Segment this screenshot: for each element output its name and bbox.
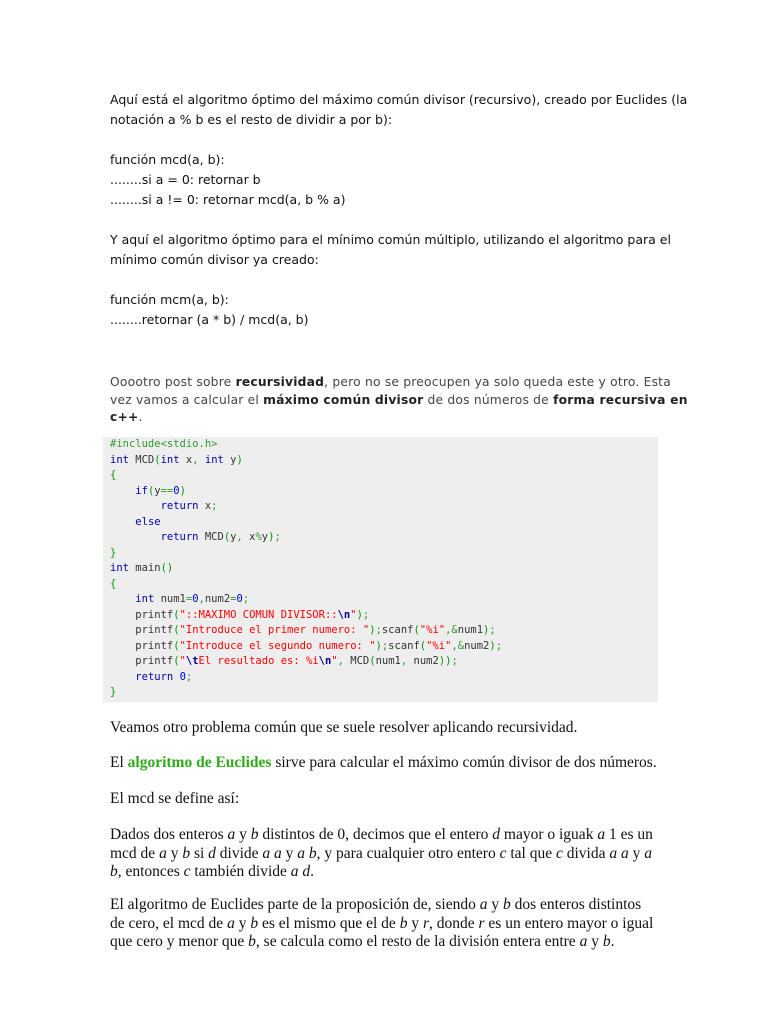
serif-text: El [110,754,128,771]
code-line: printf("Introduce el segundo numero: ");scanf("%i",&num2); [110,639,503,652]
serif-line: b, entonces c también divide a d. [110,863,315,880]
code-line: return x; [160,500,218,512]
intro-paragraph [110,90,688,130]
post-bold-cpp: c++ [110,410,139,424]
mcm-intro-line-1: Y aquí el algoritmo óptimo para el mínimo común múltiplo, utilizando el algoritmo para el [110,232,671,247]
code-line: if(y==0) [135,484,186,497]
post-text: . [138,410,143,424]
post-line-2 [110,392,688,410]
code-line: { [110,577,117,590]
post-text: de dos números de [423,392,554,407]
intro-line-1: Aquí está el algoritmo óptimo del máximo común divisor (recursivo), creado por Euclides (la [110,92,688,107]
serif-paragraph-3 [110,790,670,809]
post-paragraph [110,374,688,427]
mcd-line-2: ........si a = 0: retornar b [110,172,261,187]
post-text: Ooootro post sobre [110,375,236,389]
code-line: return 0; [135,670,193,683]
intro-line-2: notación a % b es el resto de dividir a por b): [110,112,393,127]
serif-paragraph-2 [110,754,670,773]
code-line: printf("\tEl resultado es: %i\n", MCD(num1, num2)); [110,655,458,667]
post-bold-mcd: máximo común divisor [263,392,424,407]
code-line: printf("Introduce el primer numero: ");scanf("%i",&num1); [110,624,496,636]
code-line: #include<stdio.h> [110,438,218,450]
code-line: int MCD(int x, int y) [110,453,243,466]
code-line: int main() [110,562,174,574]
post-bold-forma-recursiva: forma recursiva en [553,392,688,407]
mcm-line-1: función mcm(a, b): [110,292,229,307]
algoritmo-euclides-link[interactable]: algoritmo de Euclides [127,754,272,771]
post-bold-recursividad: recursividad [235,375,325,389]
mcd-line-1: función mcd(a, b): [110,152,225,167]
mcm-line-2: ........retornar (a * b) / mcd(a, b) [110,312,309,327]
post-line-3 [110,409,660,427]
mcm-intro-paragraph [110,230,670,270]
serif-paragraph-1 [110,719,670,738]
code-line: } [110,546,117,559]
serif-line: El mcd se define así: [110,790,240,807]
code-line: else [135,515,161,528]
mcd-line-3: ........si a != 0: retornar mcd(a, b % a) [110,192,346,207]
post-line-1 [110,374,671,392]
serif-line [110,754,670,773]
code-line: printf("::MAXIMO COMUN DIVISOR::\n"); [110,608,370,621]
code-block [110,437,502,701]
serif-line: de cero, el mcd de a y b es el mismo que el de b y r, donde r es un entero mayor o igual [110,914,654,932]
serif-line: El algoritmo de Euclides parte de la proposición de, siendo a y b dos enteros distintos [110,896,642,913]
code-line: int num1=0,num2=0; [135,593,250,605]
mcm-function-block [110,290,670,330]
serif-line: Dados dos enteros a y b distintos de 0, decimos que el entero d mayor o iguak a 1 es un [110,826,653,843]
mcd-function-block [110,150,670,210]
code-line: return MCD(y, x%y); [160,531,281,543]
serif-paragraph-4 [110,826,670,882]
serif-line: Veamos otro problema común que se suele resolver aplicando recursividad. [110,719,578,736]
serif-line: que cero y menor que b, se calcula como el resto de la división entera entre a y b. [110,933,615,950]
post-text: vez vamos a calcular el [110,392,264,407]
code-line: { [110,469,117,481]
code-line: } [110,686,117,698]
mcm-intro-line-2: mínimo común divisor ya creado: [110,252,319,267]
serif-paragraph-5 [110,896,670,952]
serif-text: sirve para calcular el máximo común divisor de dos números. [271,754,657,771]
serif-line: mcd de a y b si d divide a a y a b, y para cualquier otro entero c tal que c divida a a y a [110,844,652,862]
post-text: , pero no se preocupen ya solo queda este y otro. Esta [324,375,671,389]
